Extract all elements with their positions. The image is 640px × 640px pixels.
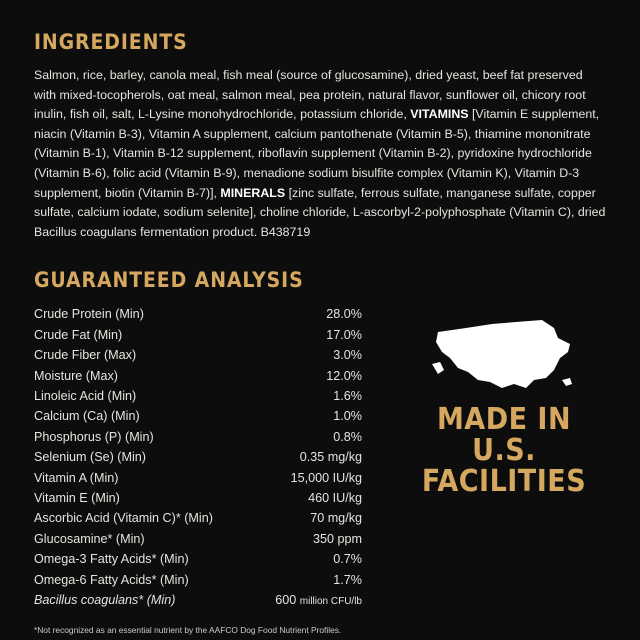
guaranteed-analysis-row bbox=[34, 508, 362, 528]
made-in-us-text bbox=[404, 404, 604, 497]
nutrient-value: 28.0% bbox=[326, 307, 362, 322]
guaranteed-analysis-row bbox=[34, 488, 362, 508]
guaranteed-analysis-heading: GUARANTEED ANALYSIS bbox=[34, 268, 304, 293]
nutrient-value: 0.35 mg/kg bbox=[299, 450, 362, 465]
guaranteed-analysis-table bbox=[34, 304, 362, 612]
nutrient-value: 70 mg/kg bbox=[310, 511, 362, 526]
nutrient-value: 17.0% bbox=[326, 327, 362, 342]
nutrient-unit: million CFU/lb bbox=[299, 596, 362, 608]
guaranteed-analysis-row bbox=[34, 570, 362, 590]
nutrient-name: Calcium (Ca) (Min) bbox=[34, 409, 140, 424]
nutrient-name: Vitamin E (Min) bbox=[34, 491, 120, 505]
nutrient-value: 1.0% bbox=[333, 409, 362, 424]
nutrient-value: 3.0% bbox=[333, 348, 362, 363]
guaranteed-analysis-row bbox=[34, 529, 362, 549]
nutrient-name: Selenium (Se) (Min) bbox=[34, 450, 146, 465]
nutrient-value: 1.7% bbox=[333, 572, 362, 587]
nutrient-name: Bacillus coagulans* (Min) bbox=[34, 593, 176, 608]
guaranteed-analysis-row bbox=[34, 345, 362, 365]
badge-line-1: MADE IN bbox=[436, 402, 572, 437]
nutrient-name: Crude Protein (Min) bbox=[34, 307, 144, 322]
guaranteed-analysis-row bbox=[34, 304, 362, 324]
guaranteed-analysis-row bbox=[34, 427, 362, 447]
guaranteed-analysis-row bbox=[34, 386, 362, 406]
nutrient-value: 600 million CFU/lb bbox=[275, 593, 362, 608]
nutrient-name: Phosphorus (P) (Min) bbox=[34, 429, 154, 444]
nutrient-value: 0.8% bbox=[333, 429, 362, 444]
guaranteed-analysis-row bbox=[34, 549, 362, 569]
nutrient-name: Vitamin A (Min) bbox=[34, 470, 119, 485]
ingredients-text-part-1: Salmon, rice, barley, canola meal, fish meal (source of glucosamine), dried yeast, beef fat preserved with mixed-tocopherols, oat meal, salmon meal, pea protein, natural flavor, sunflower oil, chicory root inulin, fish oil, salt, L-Lysine monohydrochloride, potassium chloride, bbox=[34, 68, 586, 122]
nutrient-name: Moisture (Max) bbox=[34, 368, 118, 383]
nutrient-name: Glucosamine* (Min) bbox=[34, 531, 145, 546]
badge-line-2: U.S. bbox=[472, 433, 536, 468]
guaranteed-analysis-row bbox=[34, 590, 362, 612]
nutrient-value: 460 IU/kg bbox=[308, 491, 362, 505]
minerals-label: MINERALS bbox=[220, 185, 286, 200]
ingredients-text-part-3: [zinc sulfate, ferrous sulfate, manganese sulfate, copper sulfate, calcium iodate, sodium selenite], choline chloride, L-ascorbyl-2-polyphosphate (Vitamin C), dried Bacillus coagulans fermentation product. B438719 bbox=[34, 185, 606, 239]
nutrient-name: Crude Fat (Min) bbox=[34, 327, 123, 342]
nutrient-value: 15,000 IU/kg bbox=[290, 470, 362, 485]
guaranteed-analysis-row bbox=[34, 366, 362, 386]
ingredients-heading: INGREDIENTS bbox=[34, 30, 188, 54]
badge-line-3: FACILITIES bbox=[421, 464, 587, 499]
ingredients-paragraph bbox=[34, 66, 606, 242]
nutrient-value: 350 ppm bbox=[312, 531, 362, 546]
nutrient-name: Ascorbic Acid (Vitamin C)* (Min) bbox=[34, 511, 213, 526]
usa-map-icon bbox=[404, 318, 604, 394]
guaranteed-analysis-row bbox=[34, 406, 362, 426]
nutrient-value: 12.0% bbox=[326, 368, 362, 383]
nutrient-name: Crude Fiber (Max) bbox=[34, 348, 137, 363]
guaranteed-analysis-row bbox=[34, 468, 362, 488]
vitamins-label: VITAMINS bbox=[410, 107, 469, 122]
nutrient-name: Linoleic Acid (Min) bbox=[34, 388, 137, 403]
nutrient-name: Omega-3 Fatty Acids* (Min) bbox=[34, 552, 189, 567]
nutrient-value: 0.7% bbox=[333, 552, 362, 567]
guaranteed-analysis-row bbox=[34, 325, 362, 345]
guaranteed-analysis-row bbox=[34, 447, 362, 467]
guaranteed-analysis-footnote: *Not recognized as an essential nutrient by the AAFCO Dog Food Nutrient Profiles. bbox=[34, 625, 342, 636]
made-in-us-badge bbox=[404, 318, 604, 497]
ingredients-text-part-2: [Vitamin E supplement, niacin (Vitamin B-3), Vitamin A supplement, calcium pantothenate (Vitamin B-5), thiamine mononitrate (Vitamin B-1), Vitamin B-12 supplement, riboflavin supplement (Vitamin B-2), pyridoxine hydrochloride (Vitamin B-6), folic acid (Vitamin B-9), menadione sodium bisulfite complex (Vitamin K), Vitamin D-3 supplement, biotin (Vitamin B-7)], bbox=[34, 107, 600, 200]
nutrient-name: Omega-6 Fatty Acids* (Min) bbox=[34, 572, 189, 587]
nutrient-value: 1.6% bbox=[333, 388, 362, 403]
